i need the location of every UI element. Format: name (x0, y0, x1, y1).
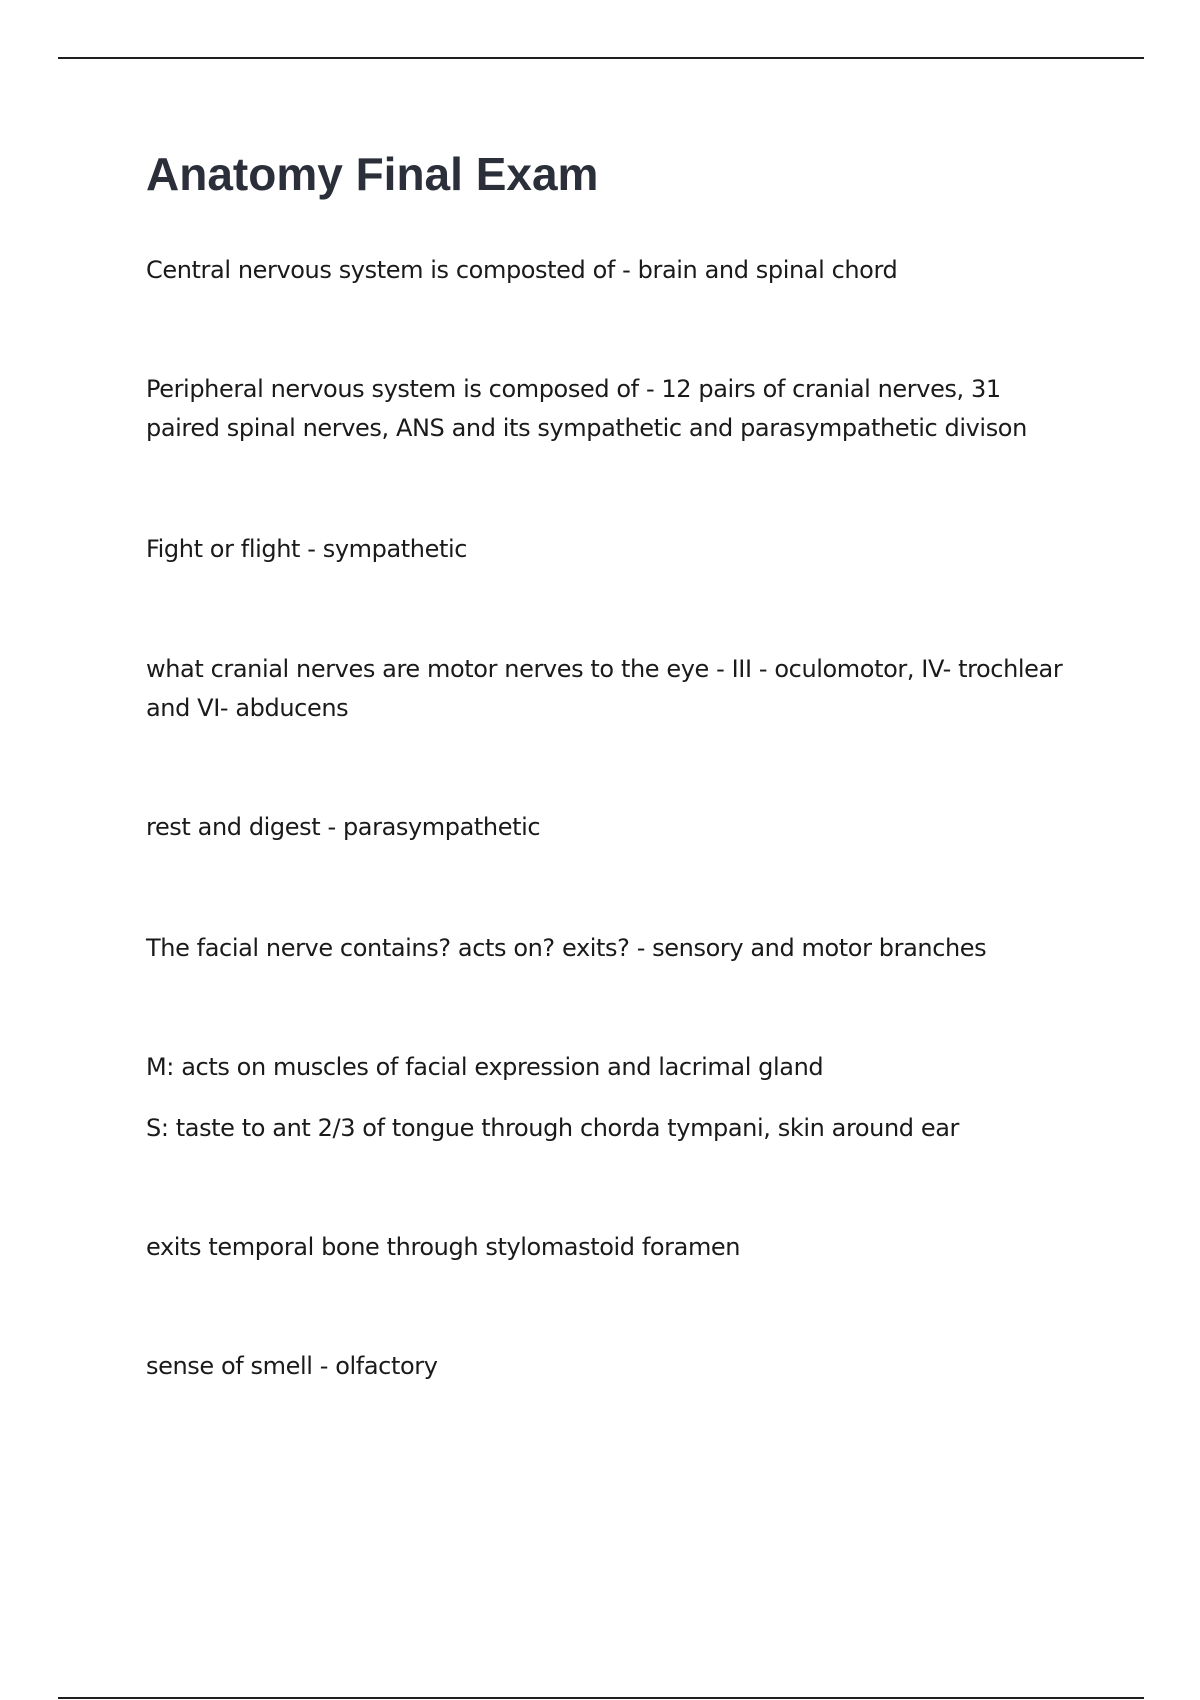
qa-paragraph: Central nervous system is composted of - brain and spinal chord (146, 256, 898, 284)
qa-paragraph: M: acts on muscles of facial expression and lacrimal gland (146, 1053, 824, 1081)
footer-rule (58, 1697, 1144, 1699)
page-title: Anatomy Final Exam (146, 148, 599, 200)
header-rule (58, 57, 1144, 59)
qa-paragraph: rest and digest - parasympathetic (146, 813, 541, 841)
qa-paragraph: S: taste to ant 2/3 of tongue through chorda tympani, skin around ear (146, 1114, 959, 1142)
qa-paragraph: what cranial nerves are motor nerves to the eye - III - oculomotor, IV- trochlear and VI- abducens (146, 655, 1063, 722)
qa-paragraph: Peripheral nervous system is composed of - 12 pairs of cranial nerves, 31 paired spinal nerves, ANS and its sympathetic and parasympathetic divison (146, 375, 1027, 442)
qa-paragraph: exits temporal bone through stylomastoid foramen (146, 1233, 741, 1261)
qa-paragraph: sense of smell - olfactory (146, 1352, 438, 1380)
qa-paragraph: The facial nerve contains? acts on? exits? - sensory and motor branches (146, 934, 987, 962)
qa-paragraph: Fight or flight - sympathetic (146, 535, 468, 563)
